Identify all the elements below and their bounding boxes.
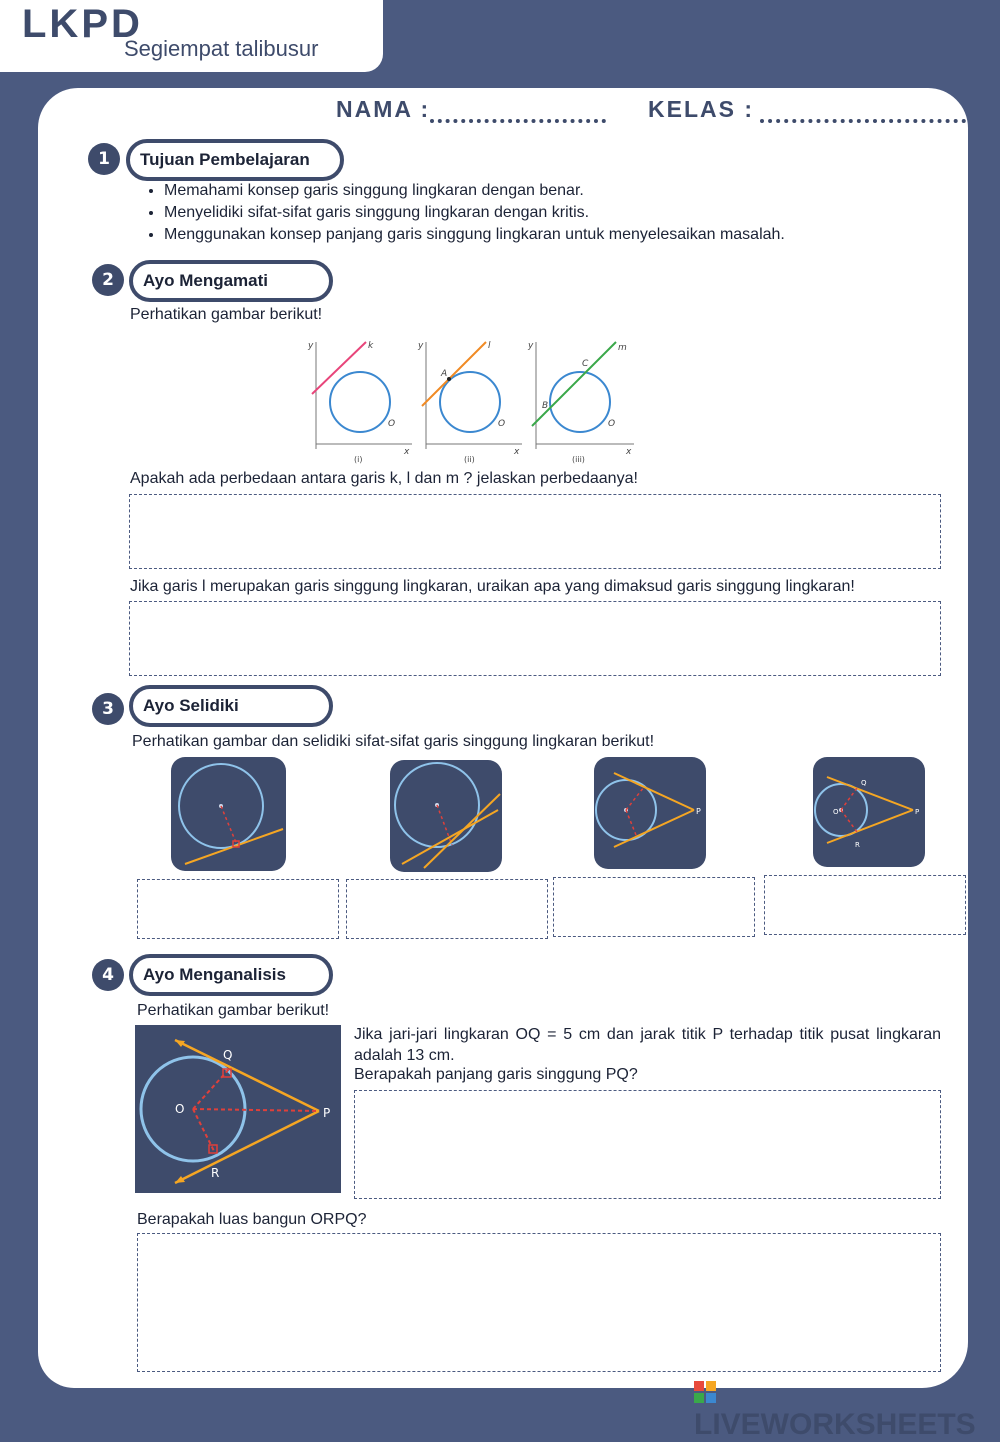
section-number-3: 3 bbox=[92, 693, 124, 725]
point-o-label: O bbox=[833, 808, 839, 816]
point-c-label: C bbox=[582, 359, 589, 369]
answer-box-image-1[interactable] bbox=[137, 879, 339, 939]
axis-y-label: y bbox=[308, 341, 314, 351]
header-card bbox=[0, 0, 383, 72]
goal-item: • Memahami konsep garis singgung lingkaran dengan benar. bbox=[164, 180, 785, 202]
point-o-label: O bbox=[175, 1102, 185, 1116]
goal-item: • Menggunakan konsep panjang garis singgung lingkaran untuk menyelesaikan masalah. bbox=[164, 224, 785, 246]
axis-y-label: y bbox=[418, 341, 424, 351]
line-m-label: m bbox=[618, 343, 627, 353]
axis-x-label: x bbox=[404, 447, 410, 457]
section-number-1: 1 bbox=[88, 143, 120, 175]
point-q-label: Q bbox=[861, 779, 867, 787]
figure-panel-iii bbox=[527, 341, 634, 464]
answer-box-image-2[interactable] bbox=[346, 879, 548, 939]
center-label: O bbox=[608, 419, 616, 429]
point-p-label: P bbox=[915, 808, 920, 816]
figure-panel-i bbox=[307, 341, 412, 464]
point-p-label: P bbox=[323, 1106, 331, 1120]
tangent-lines-figure bbox=[298, 334, 642, 464]
question-area: Berapakah luas bangun ORPQ? bbox=[137, 1211, 367, 1228]
investigate-image-4 bbox=[813, 757, 925, 867]
class-label: KELAS : bbox=[648, 96, 754, 122]
question-difference: Apakah ada perbedaan antara garis k, l dan m ? jelaskan perbedaanya! bbox=[130, 470, 638, 487]
answer-box-area[interactable] bbox=[137, 1233, 941, 1372]
question-tangent-length: Berapakah panjang garis singgung PQ? bbox=[354, 1066, 638, 1083]
worksheet-title: LKPD bbox=[22, 2, 143, 46]
answer-box-image-3[interactable] bbox=[553, 877, 755, 937]
analyze-intro: Perhatikan gambar berikut! bbox=[137, 1002, 330, 1019]
line-k-label: k bbox=[368, 341, 374, 351]
goal-item: • Menyelidiki sifat-sifat garis singgung lingkaran dengan kritis. bbox=[164, 202, 785, 224]
problem-statement: Jika jari-jari lingkaran OQ = 5 cm dan jarak titik P terhadap titik pusat lingkaran adalah 13 cm. bbox=[354, 1026, 941, 1064]
point-a-label: A bbox=[441, 369, 448, 379]
point-r-label: R bbox=[855, 841, 860, 849]
investigate-image-2 bbox=[390, 760, 502, 872]
answer-box-tangent-length[interactable] bbox=[354, 1090, 941, 1199]
analyze-figure bbox=[135, 1025, 341, 1193]
section-number-2: 2 bbox=[92, 264, 124, 296]
panel-caption: (iii) bbox=[572, 455, 585, 464]
circle-shape bbox=[330, 372, 390, 432]
class-input-line[interactable] bbox=[760, 105, 966, 123]
axis-y-label: y bbox=[528, 341, 534, 351]
observe-intro: Perhatikan gambar berikut! bbox=[130, 306, 323, 323]
name-label: NAMA : bbox=[336, 96, 431, 122]
circle-shape bbox=[550, 372, 610, 432]
question-definition: Jika garis l merupakan garis singgung lingkaran, uraikan apa yang dimaksud garis singgung lingkaran! bbox=[130, 578, 855, 595]
section-number-4: 4 bbox=[92, 959, 124, 991]
figure-panel-ii bbox=[417, 341, 522, 464]
panel-caption: (i) bbox=[354, 455, 363, 464]
panel-caption: (ii) bbox=[464, 455, 475, 464]
learning-goals-list bbox=[140, 180, 785, 246]
answer-box-image-4[interactable] bbox=[764, 875, 966, 935]
point-r-label: R bbox=[211, 1166, 220, 1180]
answer-box-definition[interactable] bbox=[129, 601, 941, 676]
axis-x-label: x bbox=[626, 447, 632, 457]
section-title-3: Ayo Selidiki bbox=[129, 685, 333, 727]
point-p-label: P bbox=[696, 807, 701, 816]
point-b-label: B bbox=[542, 401, 549, 411]
line-k bbox=[312, 342, 366, 394]
section-title-2: Ayo Mengamati bbox=[129, 260, 333, 302]
section-title-4: Ayo Menganalisis bbox=[129, 954, 333, 996]
investigate-image-1 bbox=[171, 757, 286, 871]
worksheet-subtitle: Segiempat talibusur bbox=[124, 36, 319, 61]
point-q-label: Q bbox=[223, 1048, 233, 1062]
watermark-text: LIVEWORKSHEETS bbox=[694, 1408, 976, 1441]
center-label: O bbox=[498, 419, 506, 429]
investigate-intro: Perhatikan gambar dan selidiki sifat-sifat garis singgung lingkaran berikut! bbox=[132, 733, 655, 750]
line-l bbox=[422, 342, 486, 406]
line-l-label: l bbox=[488, 341, 491, 351]
section-title-1: Tujuan Pembelajaran bbox=[126, 139, 344, 181]
axis-x-label: x bbox=[514, 447, 520, 457]
answer-box-difference[interactable] bbox=[129, 494, 941, 569]
name-input-line[interactable] bbox=[430, 105, 606, 123]
liveworksheets-watermark bbox=[694, 1374, 1000, 1442]
investigate-image-3 bbox=[594, 757, 706, 869]
center-label: O bbox=[388, 419, 396, 429]
liveworksheets-logo-icon bbox=[694, 1381, 716, 1403]
